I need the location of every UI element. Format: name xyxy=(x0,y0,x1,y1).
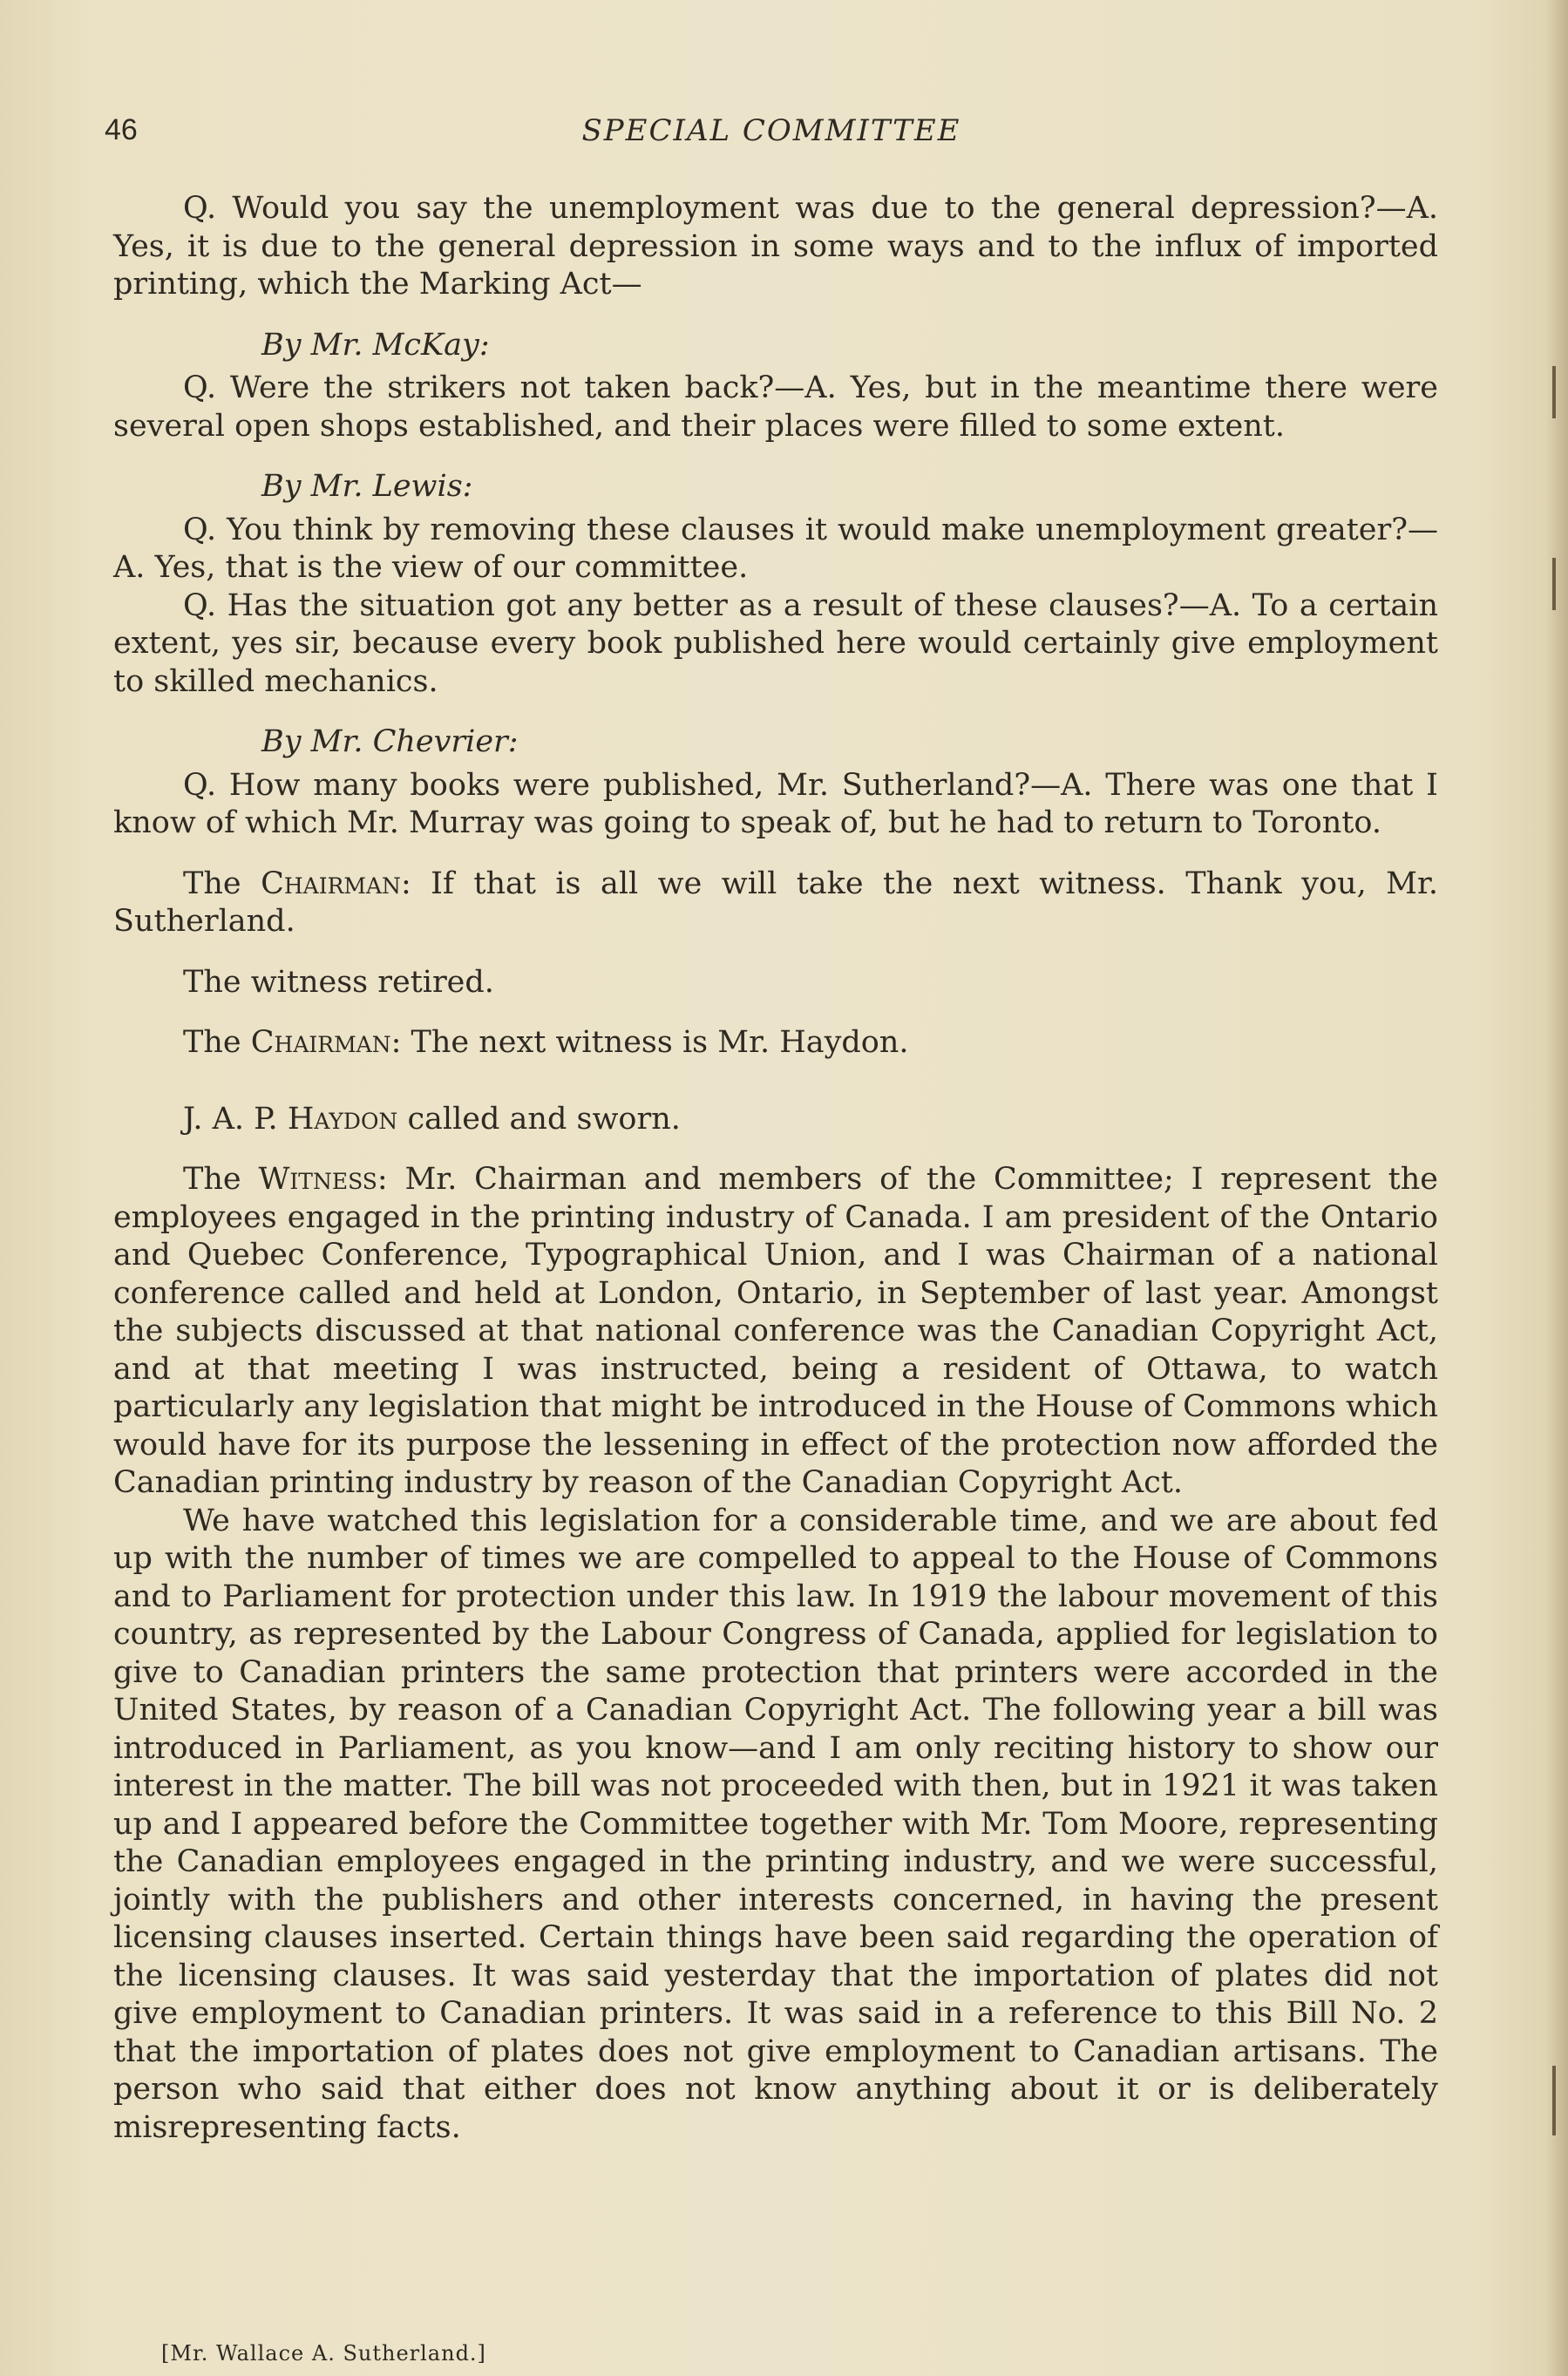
lead-text: The xyxy=(183,866,241,901)
paragraph-text: : The next witness is Mr. Haydon. xyxy=(390,1025,909,1060)
lead-text: The xyxy=(183,1025,241,1060)
paragraph: We have watched this legislation for a considerable time, and we are about fed up with the number of times we are compelled to appeal to the House of Commons and to Parliament for protection under this law. In 1919 the labour movement of this country, as represented by the Labour Congress of Canada, applied for legislation to give to Canadian printers the same protection that printers were accorded in the United States, by reason of a Canadian Copyright Act. The following year a bill was introduced in Parliament, as you know—and I am only reciting history to show our interest in the matter. The bill was not proceeded with then, but in 1921 it was taken up and I appeared before the Committee together with Mr. Tom Moore, representing the Canadian employees engaged in the printing industry, and we were successful, jointly with the publishers and other interests concerned, in having the present licensing clauses inserted. Certain things have been said regarding the operation of the licensing clauses. It was said yesterday that the importation of plates did not give employment to Canadian printers. It was said in a reference to this Bill No. 2 that the importation of plates does not give employment to Canadian artisans. The person who said that either does not know anything about it or is deliberately misrepresenting facts. xyxy=(113,1503,1438,2145)
paragraph-text: : Mr. Chairman and members of the Committee; I represent the employees engaged in the printing industry of Canada. I am president of the Ontario and Quebec Conference, Typographical Union, and I was Chairman of a national conference called and held at London, Ontario, in September of last year. Amongst the subjects discussed at that national conference was the Canadian Copyright Act, and at that meeting I was instructed, being a resident of Ottawa, to watch particularly any legislation that might be introduced in the House of Commons which would have for its purpose the lessening in effect of the protection now afforded the Canadian printing industry by reason of the Canadian Copyright Act. xyxy=(113,1162,1438,1500)
paragraph: Q. Would you say the unemployment was due to the general depression?—A. Yes, it is due to the general depression in some ways and to the influx of imported printing, which the Marking Act— xyxy=(113,191,1438,302)
running-head: SPECIAL COMMITTEE xyxy=(581,113,961,148)
speaker-name: Chairman xyxy=(261,866,401,901)
page-number: 46 xyxy=(105,113,138,146)
paragraph: Q. You think by removing these clauses it would make unemployment greater?—A. Yes, that is the view of our committee. xyxy=(113,512,1438,585)
speaker-heading: By Mr. McKay: xyxy=(261,327,490,363)
page-header xyxy=(105,113,1438,166)
margin-mark xyxy=(1552,2066,1556,2135)
speaker-name: Chairman xyxy=(250,1025,391,1060)
paragraph-text: : If that is all we will take the next witness. Thank you, Mr. Sutherland. xyxy=(113,866,1438,939)
paragraph xyxy=(113,1161,1438,1503)
footer-note: [Mr. Wallace A. Sutherland.] xyxy=(161,2341,486,2366)
paragraph-text: called and sworn. xyxy=(397,1101,681,1137)
speaker-heading: By Mr. Chevrier: xyxy=(261,724,519,759)
speaker-name: Witness xyxy=(258,1162,377,1197)
margin-mark xyxy=(1552,558,1556,610)
page-edge-shadow xyxy=(1545,0,1568,2376)
paragraph: Q. Has the situation got any better as a result of these clauses?—A. To a certain extent, yes sir, because every book published here would certainly give employment to skilled mechanics. xyxy=(113,587,1438,699)
lead-text: J. A. P. xyxy=(183,1101,278,1137)
paragraph: The witness retired. xyxy=(183,964,494,1000)
speaker-heading: By Mr. Lewis: xyxy=(261,469,473,504)
lead-text: The xyxy=(183,1162,241,1197)
paragraph: Q. How many books were published, Mr. Sutherland?—A. There was one that I know of which Mr. Murray was going to speak of, but he had to return to Toronto. xyxy=(113,767,1438,840)
paragraph xyxy=(113,1024,1438,1062)
paragraph xyxy=(113,1101,1438,1139)
paragraph: Q. Were the strikers not taken back?—A. Yes, but in the meantime there were several open shops established, and their places were filled to some extent. xyxy=(113,370,1438,444)
document-body xyxy=(113,190,1438,2147)
margin-mark xyxy=(1552,366,1556,418)
witness-name: Haydon xyxy=(287,1101,398,1137)
paragraph xyxy=(113,866,1438,941)
